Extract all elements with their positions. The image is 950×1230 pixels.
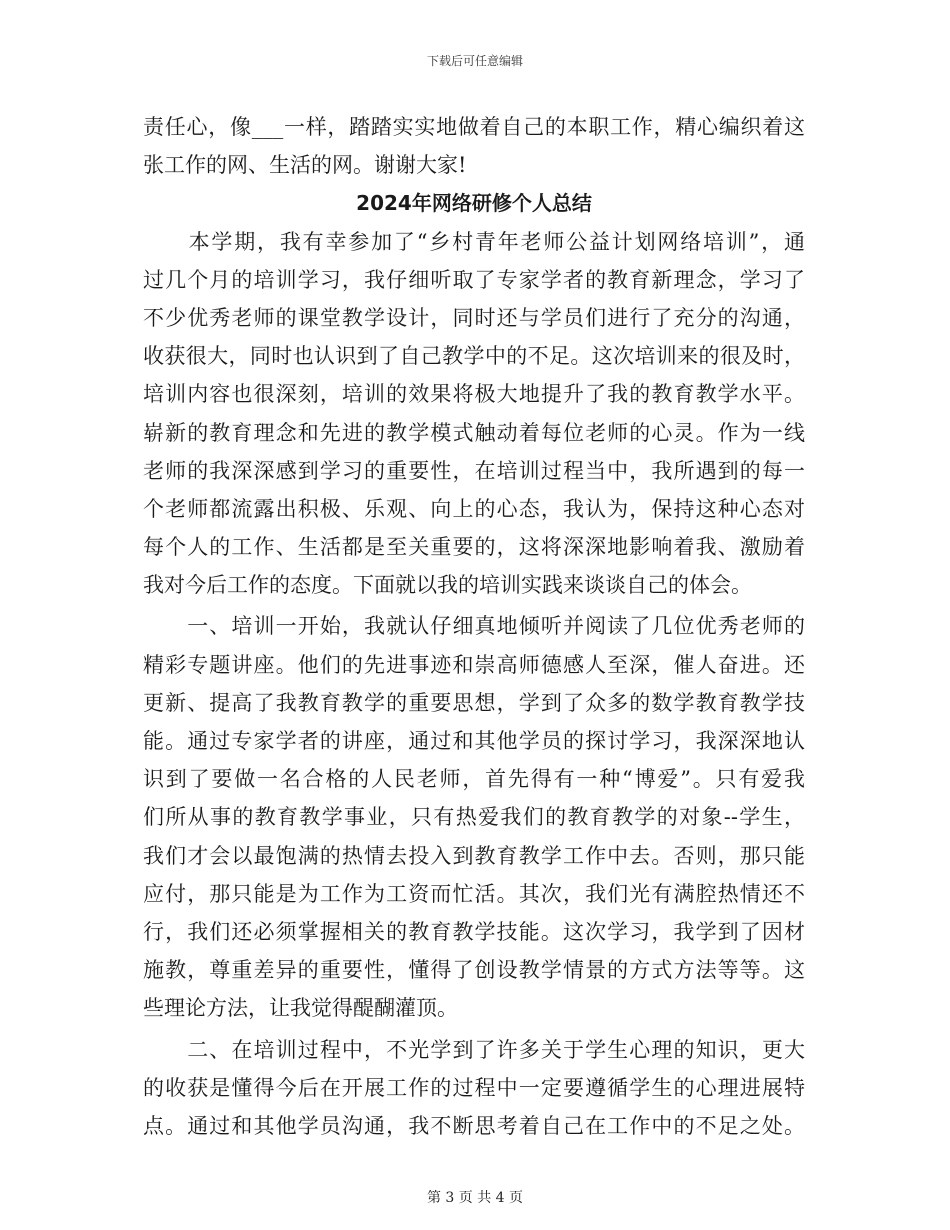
text-line: 应付，那只能是为工作为工资而忙活。其次，我们光有满腔热情还不 (143, 881, 805, 906)
text-line: 精彩专题讲座。他们的先进事迹和崇高师德感人至深，催人奋进。还 (143, 652, 805, 677)
text-line: 二、在培训过程中，不光学到了许多关于学生心理的知识，更大 (143, 1037, 805, 1062)
document-title: 2024年网络研修个人总结 (356, 191, 592, 216)
text-line: 张工作的网、生活的网。谢谢大家! (143, 153, 467, 178)
text-line: 老师的我深深感到学习的重要性，在培训过程当中，我所遇到的每一 (143, 458, 805, 483)
text-line: 个老师都流露出积极、乐观、向上的心态，我认为，保持这种心态对 (143, 496, 805, 521)
paragraph (143, 223, 805, 605)
text-line: 责任心，像___一样，踏踏实实地做着自己的本职工作，精心编织着这 (143, 115, 805, 139)
text-line: 施教，尊重差异的重要性，懂得了创设教学情景的方式方法等等。这 (143, 958, 805, 983)
text-line: 收获很大，同时也认识到了自己教学中的不足。这次培训来的很及时， (143, 344, 805, 369)
text-line: 识到了要做一名合格的人民老师，首先得有一种“博爱”。只有爱我 (143, 767, 805, 792)
paragraph (143, 1031, 805, 1146)
text-line: 本学期，我有幸参加了“乡村青年老师公益计划网络培训”，通 (143, 229, 805, 254)
text-line: 我对今后工作的态度。下面就以我的培训实践来谈谈自己的体会。 (143, 573, 752, 598)
document-body (143, 108, 805, 1145)
text-line: 培训内容也很深刻，培训的效果将极大地提升了我的教育教学水平。 (143, 382, 805, 407)
text-line: 能。通过专家学者的讲座，通过和其他学员的探讨学习，我深深地认 (143, 729, 805, 753)
text-line: 更新、提高了我教育教学的重要思想，学到了众多的数学教育教学技 (143, 690, 805, 715)
text-line: 的收获是懂得今后在开展工作的过程中一定要遵循学生的心理进展特 (143, 1075, 805, 1100)
text-line: 行，我们还必须掌握相关的教育教学技能。这次学习，我学到了因材 (143, 919, 805, 944)
page-header-note: 下载后可任意编辑 (426, 54, 523, 68)
text-line: 每个人的工作、生活都是至关重要的，这将深深地影响着我、激励着 (143, 535, 805, 560)
text-line: 些理论方法，让我觉得醍醐灌顶。 (143, 996, 458, 1021)
text-line: 过几个月的培训学习，我仔细听取了专家学者的教育新理念，学习了 (143, 267, 805, 292)
text-line: 一、培训一开始，我就认仔细真地倾听并阅读了几位优秀老师的 (143, 614, 805, 639)
text-line: 们所从事的教育教学事业，只有热爱我们的教育教学的对象--学生， (143, 805, 805, 830)
paragraph (143, 607, 805, 1027)
text-line: 点。通过和其他学员沟通，我不断思考着自己在工作中的不足之处。 (143, 1113, 805, 1138)
text-line: 我们才会以最饱满的热情去投入到教育教学工作中去。否则，那只能 (143, 843, 805, 868)
text-line: 不少优秀老师的课堂教学设计，同时还与学员们进行了充分的沟通， (143, 305, 805, 330)
text-line: 崭新的教育理念和先进的教学模式触动着每位老师的心灵。作为一线 (143, 420, 805, 445)
intro-block (143, 108, 805, 184)
page-number: 第 3 页 共 4 页 (426, 1190, 524, 1206)
